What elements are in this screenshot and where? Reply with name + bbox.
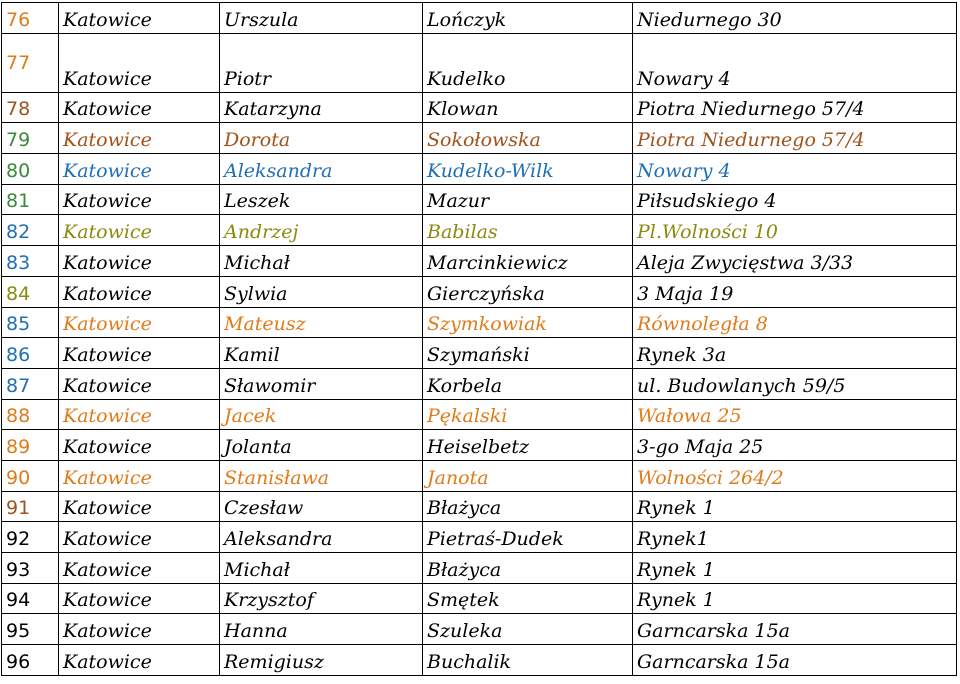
table-row [2,215,957,246]
last-name-cell: Mazur [423,184,633,215]
table-row [2,368,957,399]
first-name-cell: Stanisława [220,460,423,491]
row-number-cell: 84 [2,276,59,307]
first-name-cell: Krzysztof [220,583,423,614]
city-cell: Katowice [59,583,220,614]
first-name-cell: Mateusz [220,307,423,338]
last-name-cell: Heiselbetz [423,430,633,461]
first-name-cell: Sylwia [220,276,423,307]
row-number-cell: 91 [2,491,59,522]
row-number-cell: 95 [2,614,59,645]
address-cell: Garncarska 15a [633,645,957,676]
address-cell: 3-go Maja 25 [633,430,957,461]
last-name-cell: Błażyca [423,491,633,522]
last-name-cell: Smętek [423,583,633,614]
last-name-cell: Janota [423,460,633,491]
city-cell: Katowice [59,460,220,491]
address-cell: Niedurnego 30 [633,3,957,34]
table-row [2,460,957,491]
row-number-cell: 93 [2,553,59,584]
first-name-cell: Aleksandra [220,522,423,553]
first-name-cell: Urszula [220,3,423,34]
last-name-cell: Błażyca [423,553,633,584]
table-row [2,276,957,307]
first-name-cell: Kamil [220,338,423,369]
first-name-cell: Jolanta [220,430,423,461]
table-row [2,491,957,522]
row-number-cell: 89 [2,430,59,461]
row-number-cell: 96 [2,645,59,676]
last-name-cell: Babilas [423,215,633,246]
row-number-cell: 85 [2,307,59,338]
city-cell: Katowice [59,184,220,215]
city-cell: Katowice [59,614,220,645]
first-name-cell: Michał [220,246,423,277]
last-name-cell: Szymański [423,338,633,369]
last-name-cell: Klowan [423,92,633,123]
address-cell: 3 Maja 19 [633,276,957,307]
table-row [2,92,957,123]
table-row [2,338,957,369]
last-name-cell: Lończyk [423,3,633,34]
address-cell: Rynek1 [633,522,957,553]
last-name-cell: Szymkowiak [423,307,633,338]
address-cell: Rynek 1 [633,553,957,584]
table-row [2,246,957,277]
city-cell: Katowice [59,276,220,307]
address-cell: Równoległa 8 [633,307,957,338]
row-number-cell: 88 [2,399,59,430]
table-row [2,430,957,461]
city-cell: Katowice [59,645,220,676]
residents-table [1,2,957,676]
row-number-cell: 77 [2,33,59,92]
city-cell: Katowice [59,368,220,399]
row-number-cell: 94 [2,583,59,614]
row-number-cell: 90 [2,460,59,491]
last-name-cell: Sokołowska [423,123,633,154]
row-number-cell: 83 [2,246,59,277]
address-cell: Piotra Niedurnego 57/4 [633,92,957,123]
row-number-cell: 79 [2,123,59,154]
last-name-cell: Gierczyńska [423,276,633,307]
last-name-cell: Pietraś-Dudek [423,522,633,553]
table-row [2,583,957,614]
address-cell: Rynek 1 [633,491,957,522]
last-name-cell: Marcinkiewicz [423,246,633,277]
table-row [2,123,957,154]
row-number-cell: 80 [2,154,59,185]
address-cell: Wolności 264/2 [633,460,957,491]
city-cell: Katowice [59,399,220,430]
first-name-cell: Andrzej [220,215,423,246]
table-row [2,645,957,676]
row-number-cell: 87 [2,368,59,399]
city-cell: Katowice [59,307,220,338]
row-number-cell: 76 [2,3,59,34]
row-number-cell: 81 [2,184,59,215]
city-cell: Katowice [59,33,220,92]
table-row [2,154,957,185]
address-cell: Garncarska 15a [633,614,957,645]
city-cell: Katowice [59,246,220,277]
city-cell: Katowice [59,522,220,553]
city-cell: Katowice [59,491,220,522]
table-body [2,3,957,676]
first-name-cell: Jacek [220,399,423,430]
last-name-cell: Pękalski [423,399,633,430]
table-row [2,614,957,645]
address-cell: Wałowa 25 [633,399,957,430]
city-cell: Katowice [59,92,220,123]
table-row [2,33,957,92]
address-cell: ul. Budowlanych 59/5 [633,368,957,399]
table-row [2,307,957,338]
city-cell: Katowice [59,3,220,34]
first-name-cell: Katarzyna [220,92,423,123]
table-row [2,184,957,215]
city-cell: Katowice [59,154,220,185]
first-name-cell: Aleksandra [220,154,423,185]
first-name-cell: Remigiusz [220,645,423,676]
table-row [2,522,957,553]
address-cell: Rynek 1 [633,583,957,614]
row-number-cell: 86 [2,338,59,369]
address-cell: Pl.Wolności 10 [633,215,957,246]
address-cell: Nowary 4 [633,154,957,185]
city-cell: Katowice [59,215,220,246]
table-row [2,3,957,34]
city-cell: Katowice [59,553,220,584]
first-name-cell: Hanna [220,614,423,645]
last-name-cell: Korbela [423,368,633,399]
address-cell: Nowary 4 [633,33,957,92]
last-name-cell: Kudelko-Wilk [423,154,633,185]
row-number-cell: 92 [2,522,59,553]
table-row [2,553,957,584]
first-name-cell: Dorota [220,123,423,154]
first-name-cell: Czesław [220,491,423,522]
first-name-cell: Sławomir [220,368,423,399]
address-cell: Aleja Zwycięstwa 3/33 [633,246,957,277]
table-row [2,399,957,430]
row-number-cell: 82 [2,215,59,246]
first-name-cell: Piotr [220,33,423,92]
first-name-cell: Michał [220,553,423,584]
first-name-cell: Leszek [220,184,423,215]
address-cell: Piotra Niedurnego 57/4 [633,123,957,154]
city-cell: Katowice [59,123,220,154]
row-number-cell: 78 [2,92,59,123]
city-cell: Katowice [59,430,220,461]
address-cell: Piłsudskiego 4 [633,184,957,215]
last-name-cell: Buchalik [423,645,633,676]
last-name-cell: Szuleka [423,614,633,645]
last-name-cell: Kudelko [423,33,633,92]
address-cell: Rynek 3a [633,338,957,369]
city-cell: Katowice [59,338,220,369]
